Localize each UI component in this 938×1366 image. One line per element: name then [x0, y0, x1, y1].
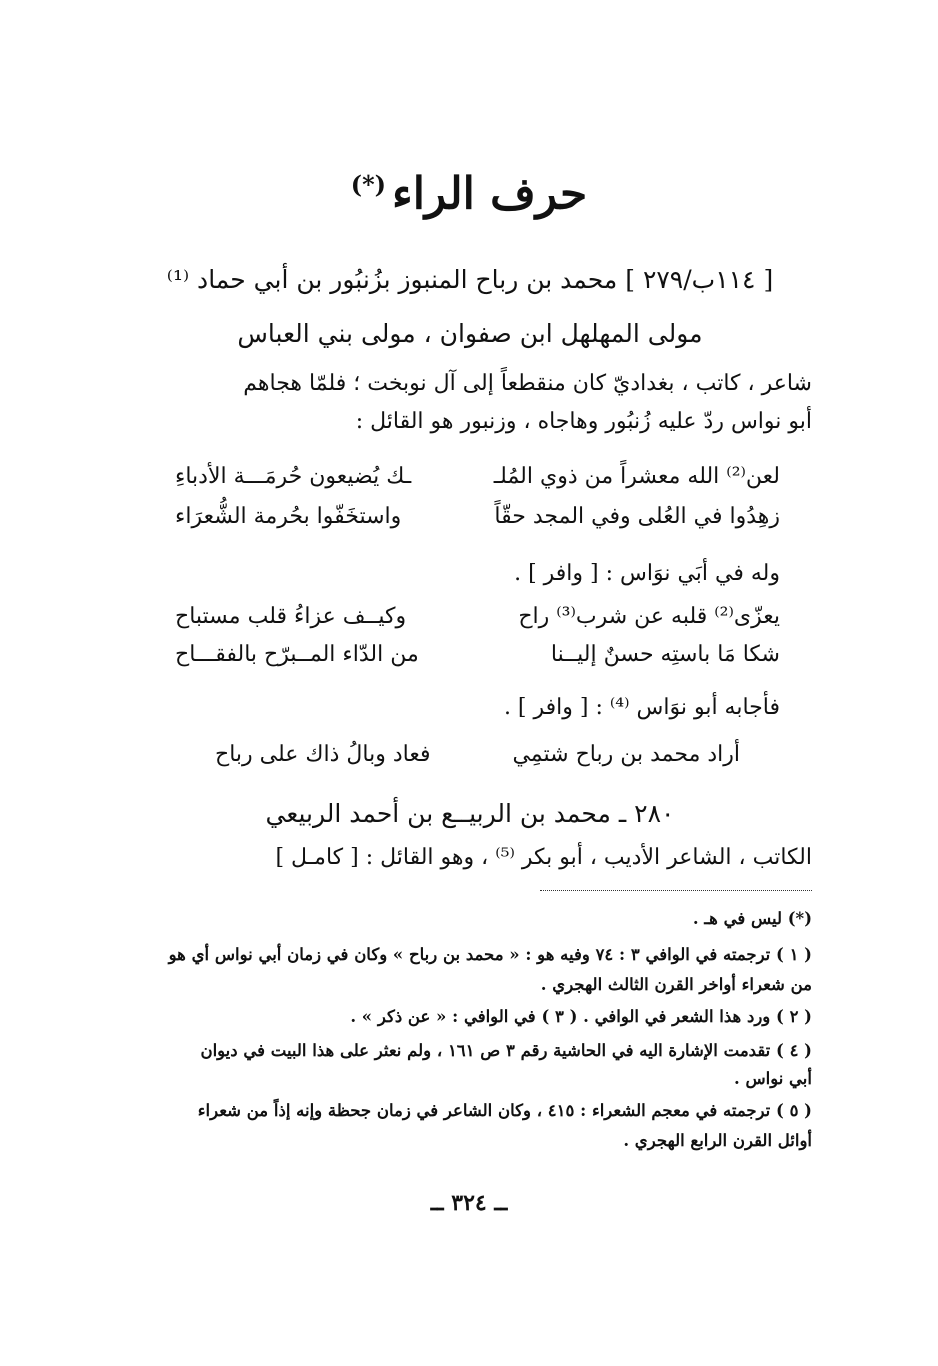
chapter-title-marker: (*) — [350, 170, 387, 199]
poem-3-verse-1 — [215, 738, 740, 772]
footnote-line: ( ٤ ) تقدمت الإشارة اليه في الحاشية رقم ٣ ص ١٦١ ، ولم نعثر على هذا البيت في ديوان — [200, 1041, 812, 1060]
hemistich-first: زهِدُوا في العُلى وفي المجد حقّاً — [494, 504, 780, 529]
footnote-separator — [540, 890, 812, 891]
footnote-line: ( ٢ ) ورد هذا الشعر في الوافي . ( ٣ ) في الوافي : « عن ذكر » . — [350, 1007, 812, 1026]
entry-279-heading: [ ١١٤ب/٢٧٩ ] محمد بن رباح المنبوز بزُنبُور بن أبي حماد ⁽¹⁾ — [166, 265, 774, 294]
hemistich-second: واستخَفّوا بحُرمة الشُّعرَاء — [175, 504, 402, 529]
poem-2-verse-1 — [175, 600, 780, 634]
entry-280-line-1: الكاتب ، الشاعر الأديب ، أبو بكر ⁽⁵⁾ ، وهو القائل : [ كامـل ] — [275, 845, 812, 870]
entry-279-subheading: مولى المهلهل ابن صفوان ، مولى بني العباس — [237, 319, 703, 348]
entry-279-paragraph-line-2: أبو نواس ردّ عليه زُنبُور وهاجاه ، وزنبور هو القائل : — [355, 409, 812, 434]
poem-1-verse-2 — [175, 500, 780, 534]
entry-279-paragraph-line-1: شاعر ، كاتب ، بغداديّ كان منقطعاً إلى آل نوبخت ؛ فلمّا هجاهم — [243, 371, 812, 396]
poem-3-intro: فأجابه أبو نوَاس ⁽⁴⁾ : [ وافر ] . — [503, 695, 780, 720]
footnote-line: ( ٥ ) ترجمته في معجم الشعراء : ٤١٥ ، وكان الشاعر في زمان جحظة وإنه إذاً من شعراء — [197, 1101, 812, 1120]
hemistich-first: شكا مَا باستِه حسنٌ إليــنا — [550, 642, 780, 667]
poem-1-verse-1 — [175, 460, 780, 494]
hemistich-first: أراد محمد بن رباح شتمِي — [512, 742, 740, 767]
entry-280-heading: ٢٨٠ ـ محمد بن الربيــع بن أحمد الربيعي — [265, 799, 675, 828]
hemistich-second: من الدّاء المــبرّح بالفقـــاح — [175, 642, 419, 667]
hemistich-first: يعزّى⁽²⁾ قلبه عن شرب⁽³⁾ راح — [518, 604, 780, 629]
hemistich-second: فعاد وبالُ ذاك على رباح — [215, 742, 431, 767]
hemistich-first: لعن⁽²⁾ الله معشراً من ذوي المُلـ — [493, 464, 780, 489]
chapter-title-text: حرف الراء — [392, 168, 588, 220]
page-number: ــ ٣٢٤ ــ — [430, 1190, 508, 1216]
hemistich-second: وكيــف عزاءُ قلب مستباح — [175, 604, 407, 629]
chapter-title — [0, 155, 938, 225]
footnote-line: ( ١ ) ترجمته في الوافي ٣ : ٧٤ وفيه هو : « محمد بن رباح » وكان في زمان أبي نواس أي هو — [168, 945, 812, 964]
footnote-line: أوائل القرن الرابع الهجري . — [623, 1131, 812, 1150]
poem-2-verse-2 — [175, 638, 780, 672]
hemistich-second: ـك يُضيعون حُرمَـــة الأدباءِ — [175, 464, 412, 489]
footnote-line: من شعراء أواخر القرن الثالث الهجري . — [540, 975, 812, 994]
footnote-line: (*) ليس في هـ . — [692, 909, 812, 928]
footnote-line: أبي نواس . — [733, 1069, 812, 1088]
poem-2-intro: وله في أبَي نوَاس : [ وافر ] . — [514, 561, 780, 586]
